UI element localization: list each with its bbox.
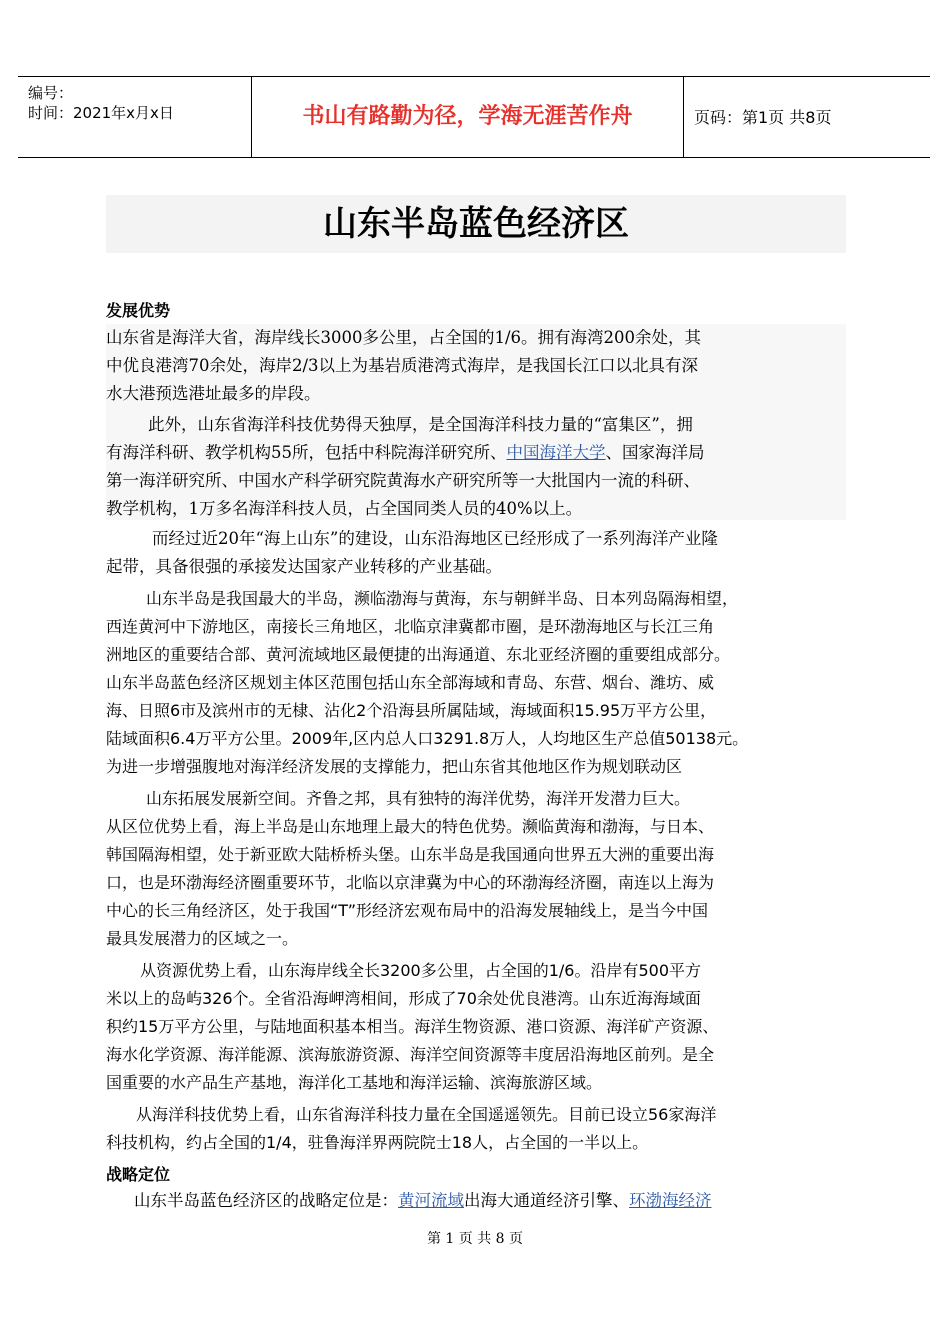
paragraph-line: 从区位优势上看，海上半岛是山东地理上最大的特色优势。濒临黄海和渤海，与日本、 — [106, 817, 715, 836]
paragraph-line: 中优良港湾70余处，海岸2/3以上为基岩质港湾式海岸，是我国长江口以北具有深 — [106, 356, 699, 375]
paragraph-line: 米以上的岛屿326个。全省沿海岬湾相间，形成了70余处优良港湾。山东近海海域面 — [106, 989, 701, 1008]
paragraph-line: 最具发展潜力的区域之一。 — [106, 929, 299, 948]
paragraph-line: 西连黄河中下游地区，南接长三角地区，北临京津冀都市圈，是环渤海地区与长江三角 — [106, 617, 715, 636]
section-heading-advantage: 发展优势 — [106, 301, 171, 320]
paragraph-line: 海、日照6市及滨州市的无棣、沾化2个沿海县所属陆域，海域面积15.95万平方公里， — [106, 701, 717, 720]
header-page-info: 页码：第1页 共8页 — [694, 108, 832, 127]
number-label: 编号： — [28, 84, 74, 102]
paragraph-line: 韩国隔海相望，处于新亚欧大陆桥桥头堡。山东半岛是我国通向世界五大洲的重要出海 — [106, 845, 715, 864]
text-segment: 、国家海洋局 — [605, 443, 705, 462]
paragraph-line: 山东半岛是我国最大的半岛，濒临渤海与黄海，东与朝鲜半岛、日本列岛隔海相望， — [146, 589, 739, 608]
link-bohai-economic[interactable]: 环渤海经济 — [629, 1191, 712, 1210]
time-label: 时间：2021年x月x日 — [28, 104, 174, 122]
text-segment: 出海大通道经济引擎、 — [464, 1191, 629, 1210]
paragraph-line: 为进一步增强腹地对海洋经济发展的支撑能力，把山东省其他地区作为规划联动区 — [106, 757, 683, 776]
document-header — [18, 76, 930, 158]
header-motto: 书山有路勤为径，学海无涯苦作舟 — [252, 77, 684, 157]
paragraph-line — [134, 1188, 878, 1214]
paragraph-line: 从资源优势上看，山东海岸线全长3200多公里，占全国的1/6。沿岸有500平方 — [140, 961, 702, 980]
page-title: 山东半岛蓝色经济区 — [323, 204, 629, 244]
link-yellow-river-basin[interactable]: 黄河流域 — [398, 1191, 464, 1210]
text-segment: 有海洋科研、教学机构55所，包括中科院海洋研究所、 — [106, 443, 507, 462]
header-meta-cell — [18, 77, 252, 157]
page-footer: 第 1 页 共 8 页 — [426, 1231, 524, 1247]
paragraph-line: 教学机构，1万多名海洋科技人员，占全国同类人员的40%以上。 — [106, 499, 583, 518]
paragraph-line: 山东省是海洋大省，海岸线长3000多公里，占全国的1/6。拥有海湾200余处，其 — [106, 328, 702, 347]
paragraph-line: 国重要的水产品生产基地，海洋化工基地和海洋运输、滨海旅游区域。 — [106, 1073, 603, 1092]
paragraph-line: 第一海洋研究所、中国水产科学研究院黄海水产研究所等一大批国内一流的科研、 — [106, 471, 700, 490]
paragraph-line: 洲地区的重要结合部、黄河流域地区最便捷的出海通道、东北亚经济圈的重要组成部分。 — [106, 645, 731, 664]
paragraph-line: 起带，具备很强的承接发达国家产业转移的产业基础。 — [106, 557, 502, 576]
paragraph-line: 水大港预选港址最多的岸段。 — [106, 384, 321, 403]
paragraph-line: 积约15万平方公里，与陆地面积基本相当。海洋生物资源、港口资源、海洋矿产资源、 — [106, 1017, 719, 1036]
paragraph-line: 科技机构，约占全国的1/4，驻鲁海洋界两院院士18人，占全国的一半以上。 — [106, 1133, 649, 1152]
link-ocean-university[interactable]: 中国海洋大学 — [506, 443, 606, 462]
paragraph-line: 从海洋科技优势上看，山东省海洋科技力量在全国遥遥领先。目前已设立56家海洋 — [136, 1105, 717, 1124]
text-segment: 山东半岛蓝色经济区的战略定位是： — [134, 1191, 398, 1210]
paragraph-line: 山东拓展发展新空间。齐鲁之邦，具有独特的海洋优势，海洋开发潜力巨大。 — [146, 789, 691, 808]
paragraph-line: 而经过近20年“海上山东”的建设，山东沿海地区已经形成了一系列海洋产业隆 — [152, 529, 718, 548]
paragraph-line: 山东半岛蓝色经济区规划主体区范围包括山东全部海域和青岛、东营、烟台、潍坊、威 — [106, 673, 715, 692]
paragraph-line: 陆域面积6.4万平方公里。2009年,区内总人口3291.8万人，人均地区生产总值50138元。 — [106, 729, 749, 748]
section-heading-strategy: 战略定位 — [106, 1165, 171, 1184]
paragraph-line: 口，也是环渤海经济圈重要环节，北临以京津冀为中心的环渤海经济圈，南连以上海为 — [106, 873, 715, 892]
paragraph-line — [106, 440, 850, 466]
paragraph-line: 此外，山东省海洋科技优势得天独厚，是全国海洋科技力量的“富集区”，拥 — [148, 415, 693, 434]
paragraph-line: 海水化学资源、海洋能源、滨海旅游资源、海洋空间资源等丰度居沿海地区前列。是全 — [106, 1045, 715, 1064]
paragraph-line: 中心的长三角经济区，处于我国“T”形经济宏观布局中的沿海发展轴线上，是当今中国 — [106, 901, 709, 920]
